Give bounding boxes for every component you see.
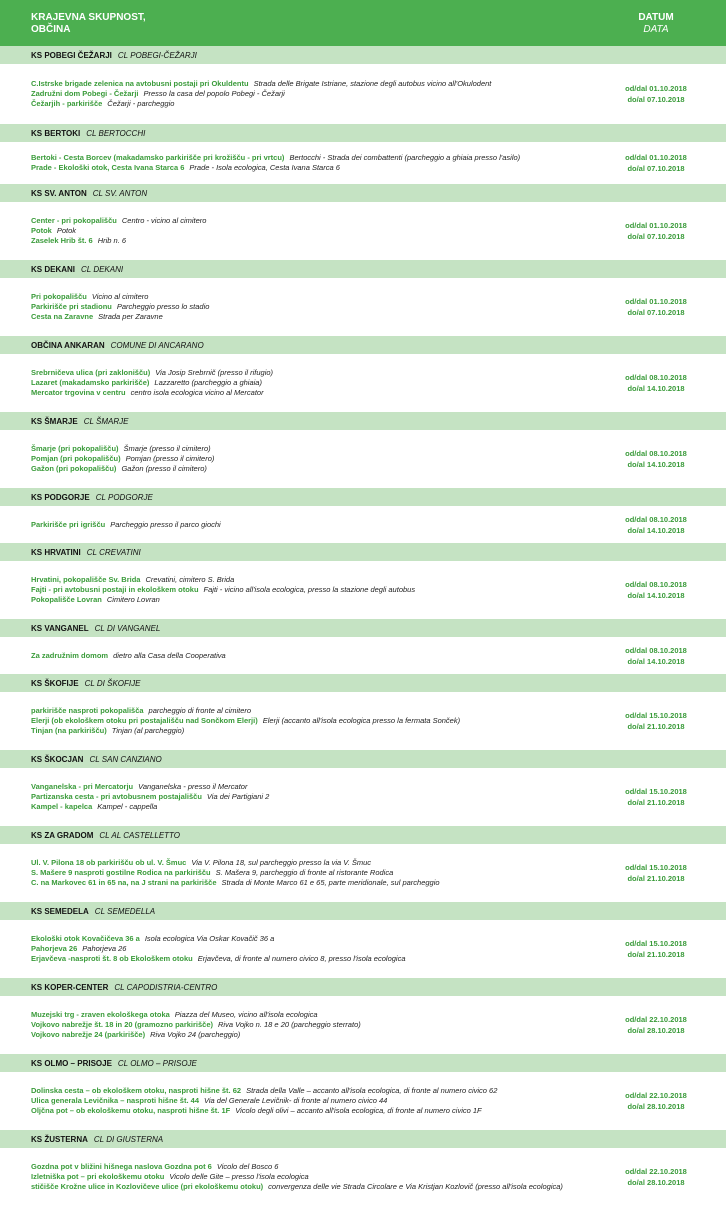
- location-it: Vicolo degli olivi – accanto all'isola ecologica, di fronte al numero civico 1F: [235, 1106, 482, 1115]
- location-it: Crevatini, cimitero S. Brida: [145, 575, 235, 584]
- date-range: [590, 768, 722, 826]
- date-to: do/al 21.10.2018: [627, 950, 685, 959]
- location-list: [0, 561, 591, 605]
- date-range: [590, 64, 722, 124]
- location-sl: Zadružni dom Pobegi - Čežarji: [31, 89, 139, 98]
- list-item: [31, 292, 591, 302]
- date-from: od/dal 22.10.2018: [625, 1091, 687, 1100]
- date-to: do/al 07.10.2018: [627, 232, 685, 241]
- section-name-sl: KS VANGANEL: [31, 623, 89, 633]
- location-list: [0, 1148, 591, 1192]
- location-list: [0, 637, 591, 661]
- location-it: Fajti - vicino all'isola ecologica, presso la stazione degli autobus: [203, 585, 416, 594]
- location-it: Parcheggio presso lo stadio: [116, 302, 210, 311]
- location-it: Strada della Valle – accanto all'isola ecologica, di fronte al numero civico 62: [246, 1086, 498, 1095]
- section-name-sl: KS DEKANI: [31, 264, 76, 274]
- date-from: od/dal 01.10.2018: [625, 297, 687, 306]
- list-item: [31, 464, 591, 474]
- section-header: [0, 978, 726, 996]
- date-range: [590, 1148, 722, 1206]
- section-header: [0, 260, 726, 278]
- location-sl: Mercator trgovina v centru: [31, 388, 126, 397]
- list-item: [31, 726, 591, 736]
- location-sl: Cesta na Zaravne: [31, 312, 94, 321]
- location-it: convergenza delle vie Strada Circolare e Via Kristjan Kozlovič (presso all'isola ecologica): [268, 1182, 563, 1191]
- section-name-it: CL SAN CANZIANO: [89, 754, 162, 764]
- date-range: [590, 561, 722, 619]
- date-from: od/dal 15.10.2018: [625, 939, 687, 948]
- section-name-it: CL PODGORJE: [95, 492, 153, 502]
- date-to: do/al 28.10.2018: [627, 1178, 685, 1187]
- location-sl: Pahorjeva 26: [31, 944, 78, 953]
- list-item: [31, 1010, 591, 1020]
- location-it: Tinjan (al parcheggio): [111, 726, 185, 735]
- date-range: [590, 354, 722, 412]
- section-name-sl: KS ŽUSTERNA: [31, 1134, 88, 1144]
- list-item: [31, 1106, 591, 1116]
- location-it: Vicolo delle Gite – presso l'isola ecologica: [169, 1172, 309, 1181]
- location-sl: Parkirišče pri igrišču: [31, 520, 106, 529]
- list-item: [31, 520, 591, 530]
- location-list: [0, 692, 591, 736]
- section-name-sl: KS ZA GRADOM: [31, 830, 94, 840]
- location-it: Via V. Pilona 18, sul parcheggio presso la via V. Šmuc: [191, 858, 372, 867]
- section-header: [0, 543, 726, 561]
- section-body: [0, 996, 726, 1054]
- date-range: [590, 844, 722, 902]
- location-it: Bertocchi - Strada dei combattenti (parcheggio a ghiaia presso l'asilo): [289, 153, 521, 162]
- list-item: [31, 454, 591, 464]
- table-header: [0, 0, 726, 46]
- location-list: [0, 430, 591, 474]
- section-name-sl: KS SEMEDELA: [31, 906, 89, 916]
- location-list: [0, 354, 591, 398]
- header-date-label: DATUM DATA: [638, 12, 674, 35]
- list-item: [31, 89, 591, 99]
- section-header: [0, 826, 726, 844]
- section-name-sl: KS ŠMARJE: [31, 416, 78, 426]
- section-header: [0, 902, 726, 920]
- date-to: do/al 07.10.2018: [627, 308, 685, 317]
- location-sl: Zaselek Hrib št. 6: [31, 236, 93, 245]
- location-sl: Ul. V. Pilona 18 ob parkirišču ob ul. V. Šmuc: [31, 858, 187, 867]
- location-sl: Izletniška pot – pri ekološkemu otoku: [31, 1172, 165, 1181]
- location-it: Čežarji - parcheggio: [107, 99, 175, 108]
- location-list: [0, 64, 591, 109]
- date-from: od/dal 08.10.2018: [625, 449, 687, 458]
- location-it: Via Josip Srebrnič (presso il rifugio): [155, 368, 274, 377]
- list-item: [31, 585, 591, 595]
- section-header: [0, 336, 726, 354]
- location-list: [0, 768, 591, 812]
- location-sl: Dolinska cesta – ob ekološkem otoku, nasproti hišne št. 62: [31, 1086, 242, 1095]
- section-name-sl: KS PODGORJE: [31, 492, 90, 502]
- date-from: od/dal 22.10.2018: [625, 1167, 687, 1176]
- date-range: [590, 637, 722, 674]
- section-header: [0, 750, 726, 768]
- list-item: [31, 858, 591, 868]
- list-item: [31, 1096, 591, 1106]
- location-sl: Fajti - pri avtobusni postaji in ekološkem otoku: [31, 585, 199, 594]
- location-it: Strada delle Brigate Istriane, stazione degli autobus vicino all'Okulodent: [253, 79, 492, 88]
- date-from: od/dal 08.10.2018: [625, 514, 687, 524]
- list-item: [31, 782, 591, 792]
- date-from: od/dal 15.10.2018: [625, 711, 687, 720]
- date-to: do/al 28.10.2018: [627, 1026, 685, 1035]
- date-from: od/dal 08.10.2018: [625, 373, 687, 382]
- section-name-it: CL SV. ANTON: [92, 188, 148, 198]
- location-it: S. Mašera 9, parcheggio di fronte al ristorante Rodica: [215, 868, 394, 877]
- location-sl: Muzejski trg - zraven ekološkega otoka: [31, 1010, 170, 1019]
- location-sl: Prade - Ekološki otok, Cesta Ivana Starca 6: [31, 163, 185, 172]
- location-sl: Vojkovo nabrežje 24 (parkirišče): [31, 1030, 146, 1039]
- date-from: od/dal 01.10.2018: [625, 221, 687, 230]
- location-it: Isola ecologica Via Oskar Kovačič 36 a: [144, 934, 275, 943]
- section-header: [0, 46, 726, 64]
- date-range: [590, 278, 722, 336]
- section-name-it: CL CAPODISTRIA-CENTRO: [114, 982, 218, 992]
- section-name-it: CL POBEGI-ČEŽARJI: [117, 50, 197, 60]
- date-from: od/dal 15.10.2018: [625, 787, 687, 796]
- section-body: [0, 506, 726, 543]
- date-from: od/dal 22.10.2018: [625, 1015, 687, 1024]
- section-body: [0, 844, 726, 902]
- location-sl: C. na Markovec 61 in 65 na, na J strani na parkirišče: [31, 878, 217, 887]
- location-it: Šmarje (presso il cimitero): [123, 444, 211, 453]
- location-it: Hrib n. 6: [97, 236, 127, 245]
- schedule-list: [0, 46, 726, 1206]
- section-name-it: CL DI GIUSTERNA: [93, 1134, 164, 1144]
- location-sl: Pomjan (pri pokopališču): [31, 454, 121, 463]
- location-sl: S. Mašere 9 nasproti gostilne Rodica na parkirišču: [31, 868, 211, 877]
- location-sl: Oljčna pot – ob ekološkemu otoku, nasproti hišne št. 1F: [31, 1106, 231, 1115]
- section-name-it: CL BERTOCCHI: [86, 128, 146, 138]
- list-item: [31, 302, 591, 312]
- list-item: [31, 1172, 591, 1182]
- section-name-sl: KS SV. ANTON: [31, 188, 87, 198]
- date-range: [590, 430, 722, 488]
- section-body: [0, 430, 726, 488]
- section-body: [0, 64, 726, 124]
- section-name-sl: KS ŠKOFIJE: [31, 678, 79, 688]
- section-body: [0, 278, 726, 336]
- location-sl: Čežarjih - parkirišče: [31, 99, 103, 108]
- section-name-it: CL AL CASTELLETTO: [99, 830, 181, 840]
- section-name-sl: KS POBEGI ČEŽARJI: [31, 50, 112, 60]
- list-item: [31, 163, 591, 173]
- section-name-sl: KS KOPER-CENTER: [31, 982, 109, 992]
- section-name-sl: KS ŠKOCJAN: [31, 754, 84, 764]
- location-sl: Potok: [31, 226, 52, 235]
- location-it: Riva Vojko 24 (parcheggio): [150, 1030, 241, 1039]
- location-list: [0, 202, 591, 246]
- list-item: [31, 868, 591, 878]
- location-it: Kampel - cappella: [97, 802, 158, 811]
- section-header: [0, 1054, 726, 1072]
- location-it: Erjavčeva, di fronte al numero civico 8, presso l'isola ecologica: [197, 954, 406, 963]
- section-name-sl: KS OLMO – PRISOJE: [31, 1058, 112, 1068]
- list-item: [31, 792, 591, 802]
- section-name-it: CL SEMEDELLA: [94, 906, 156, 916]
- date-range: [590, 506, 722, 543]
- date-to: do/al 07.10.2018: [627, 95, 685, 104]
- date-to: do/al 21.10.2018: [627, 874, 685, 883]
- date-range: [590, 692, 722, 750]
- list-item: [31, 1086, 591, 1096]
- date-from: od/dal 01.10.2018: [625, 153, 687, 162]
- section-header: [0, 619, 726, 637]
- list-item: [31, 878, 591, 888]
- location-sl: Srebrničeva ulica (pri zaklonišču): [31, 368, 151, 377]
- location-sl: Bertoki - Cesta Borcev (makadamsko parkirišče pri krožišču - pri vrtcu): [31, 153, 285, 162]
- section-header: [0, 674, 726, 692]
- location-list: [0, 142, 591, 173]
- list-item: [31, 934, 591, 944]
- section-body: [0, 561, 726, 619]
- location-sl: Erjavčeva -nasproti št. 8 ob Ekološkem otoku: [31, 954, 193, 963]
- list-item: [31, 378, 591, 388]
- location-it: Presso la casa del popolo Pobegi - Čežarji: [143, 89, 285, 98]
- date-to: do/al 14.10.2018: [627, 384, 685, 393]
- list-item: [31, 312, 591, 322]
- date-to: do/al 28.10.2018: [627, 1102, 685, 1111]
- location-it: Gažon (presso il cimitero): [121, 464, 207, 473]
- list-item: [31, 388, 591, 398]
- date-from: od/dal 01.10.2018: [625, 84, 687, 93]
- location-it: Strada per Zaravne: [98, 312, 163, 321]
- section-name-sl: OBČINA ANKARAN: [31, 340, 105, 350]
- location-sl: Tinjan (na parkirišču): [31, 726, 107, 735]
- list-item: [31, 706, 591, 716]
- location-it: Potok: [56, 226, 77, 235]
- location-it: Strada di Monte Marco 61 e 65, parte meridionale, sul parcheggio: [221, 878, 440, 887]
- location-sl: Elerji (ob ekološkem otoku pri postajališču nad Sončkom Elerji): [31, 716, 258, 725]
- location-sl: Kampel - kapelca: [31, 802, 93, 811]
- section-name-it: COMUNE DI ANCARANO: [110, 340, 204, 350]
- location-it: Parcheggio presso il parco giochi: [110, 520, 221, 529]
- list-item: [31, 153, 591, 163]
- location-it: Centro - vicino al cimitero: [121, 216, 207, 225]
- location-sl: Lazaret (makadamsko parkirišče): [31, 378, 150, 387]
- list-item: [31, 226, 591, 236]
- section-header: [0, 124, 726, 142]
- date-to: do/al 14.10.2018: [627, 656, 685, 666]
- location-list: [0, 844, 591, 888]
- list-item: [31, 716, 591, 726]
- location-list: [0, 996, 591, 1040]
- section-body: [0, 1148, 726, 1206]
- date-to: do/al 21.10.2018: [627, 722, 685, 731]
- location-it: Vicino al cimitero: [91, 292, 149, 301]
- date-to: do/al 14.10.2018: [627, 525, 685, 535]
- date-range: [590, 920, 722, 978]
- list-item: [31, 1162, 591, 1172]
- location-sl: Center - pri pokopališču: [31, 216, 117, 225]
- location-list: [0, 506, 591, 530]
- location-it: Pahorjeva 26: [82, 944, 127, 953]
- location-sl: Pri pokopališču: [31, 292, 87, 301]
- location-it: Vicolo del Bosco 6: [216, 1162, 279, 1171]
- list-item: [31, 575, 591, 585]
- header-community-label: KRAJEVNA SKUPNOST, OBČINA: [31, 12, 146, 35]
- list-item: [31, 1182, 591, 1192]
- list-item: [31, 236, 591, 246]
- list-item: [31, 595, 591, 605]
- location-sl: Gažon (pri pokopališču): [31, 464, 117, 473]
- date-to: do/al 21.10.2018: [627, 798, 685, 807]
- section-header: [0, 1130, 726, 1148]
- date-from: od/dal 08.10.2018: [625, 580, 687, 589]
- section-body: [0, 692, 726, 750]
- date-to: do/al 07.10.2018: [627, 164, 685, 173]
- location-it: Via dei Partigiani 2: [206, 792, 270, 801]
- date-range: [590, 996, 722, 1054]
- location-sl: Šmarje (pri pokopališču): [31, 444, 119, 453]
- location-it: Riva Vojko n. 18 e 20 (parcheggio sterrato): [218, 1020, 361, 1029]
- location-list: [0, 920, 591, 964]
- section-name-sl: KS BERTOKI: [31, 128, 81, 138]
- location-sl: Ulica generala Levičnika – nasproti hišne št. 44: [31, 1096, 199, 1105]
- date-from: od/dal 15.10.2018: [625, 863, 687, 872]
- location-it: dietro alla Casa della Cooperativa: [113, 651, 226, 660]
- location-it: Cimitero Lovran: [106, 595, 160, 604]
- list-item: [31, 1030, 591, 1040]
- section-body: [0, 920, 726, 978]
- section-name-it: CL OLMO – PRISOJE: [117, 1058, 197, 1068]
- location-sl: Hrvatini, pokopališče Sv. Brida: [31, 575, 141, 584]
- date-from: od/dal 08.10.2018: [625, 645, 687, 655]
- list-item: [31, 444, 591, 454]
- list-item: [31, 954, 591, 964]
- location-sl: Za zadružnim domom: [31, 651, 109, 660]
- location-it: Prade - Isola ecologica, Cesta Ivana Starca 6: [189, 163, 340, 172]
- section-name-it: CL ŠMARJE: [83, 416, 129, 426]
- location-it: Pomjan (presso il cimitero): [125, 454, 215, 463]
- section-name-it: CL DI ŠKOFIJE: [84, 678, 141, 688]
- date-range: [590, 1072, 722, 1130]
- location-list: [0, 1072, 591, 1116]
- list-item: [31, 802, 591, 812]
- section-body: [0, 354, 726, 412]
- location-sl: C.Istrske brigade zelenica na avtobusni postaji pri Okuldentu: [31, 79, 249, 88]
- location-sl: Ekološki otok Kovačičeva 36 a: [31, 934, 140, 943]
- section-header: [0, 488, 726, 506]
- location-it: parcheggio di fronte al cimitero: [148, 706, 252, 715]
- location-sl: Gozdna pot v bližini hišnega naslova Gozdna pot 6: [31, 1162, 212, 1171]
- location-it: Via del Generale Levičnik- di fronte al numero civico 44: [204, 1096, 388, 1105]
- list-item: [31, 216, 591, 226]
- section-header: [0, 412, 726, 430]
- location-sl: Partizanska cesta - pri avtobusnem postajališču: [31, 792, 202, 801]
- location-list: [0, 278, 591, 322]
- section-body: [0, 1072, 726, 1130]
- section-body: [0, 768, 726, 826]
- list-item: [31, 79, 591, 89]
- list-item: [31, 1020, 591, 1030]
- date-range: [590, 142, 722, 184]
- location-sl: Vanganelska - pri Mercatorju: [31, 782, 134, 791]
- location-sl: stičišče Krožne ulice in Kozlovičeve ulice (pri ekološkemu otoku): [31, 1182, 264, 1191]
- date-range: [590, 202, 722, 260]
- location-it: Piazza del Museo, vicino all'isola ecologica: [174, 1010, 318, 1019]
- location-it: Vanganelska - presso il Mercator: [138, 782, 248, 791]
- section-body: [0, 142, 726, 184]
- location-sl: parkirišče nasproti pokopališča: [31, 706, 144, 715]
- section-name-it: CL DI VANGANEL: [94, 623, 161, 633]
- list-item: [31, 651, 591, 661]
- date-to: do/al 14.10.2018: [627, 460, 685, 469]
- location-sl: Parkirišče pri stadionu: [31, 302, 112, 311]
- location-it: Elerji (accanto all'isola ecologica presso la fermata Sonček): [262, 716, 461, 725]
- location-it: centro isola ecologica vicino al Mercator: [130, 388, 264, 397]
- section-name-sl: KS HRVATINI: [31, 547, 81, 557]
- list-item: [31, 944, 591, 954]
- section-header: [0, 184, 726, 202]
- section-body: [0, 202, 726, 260]
- list-item: [31, 99, 591, 109]
- section-body: [0, 637, 726, 674]
- location-sl: Pokopališče Lovran: [31, 595, 102, 604]
- location-sl: Vojkovo nabrežje št. 18 in 20 (gramozno parkirišče): [31, 1020, 214, 1029]
- date-to: do/al 14.10.2018: [627, 591, 685, 600]
- list-item: [31, 368, 591, 378]
- section-name-it: CL DEKANI: [81, 264, 124, 274]
- section-name-it: CL CREVATINI: [86, 547, 141, 557]
- location-it: Lazzaretto (parcheggio a ghiaia): [154, 378, 262, 387]
